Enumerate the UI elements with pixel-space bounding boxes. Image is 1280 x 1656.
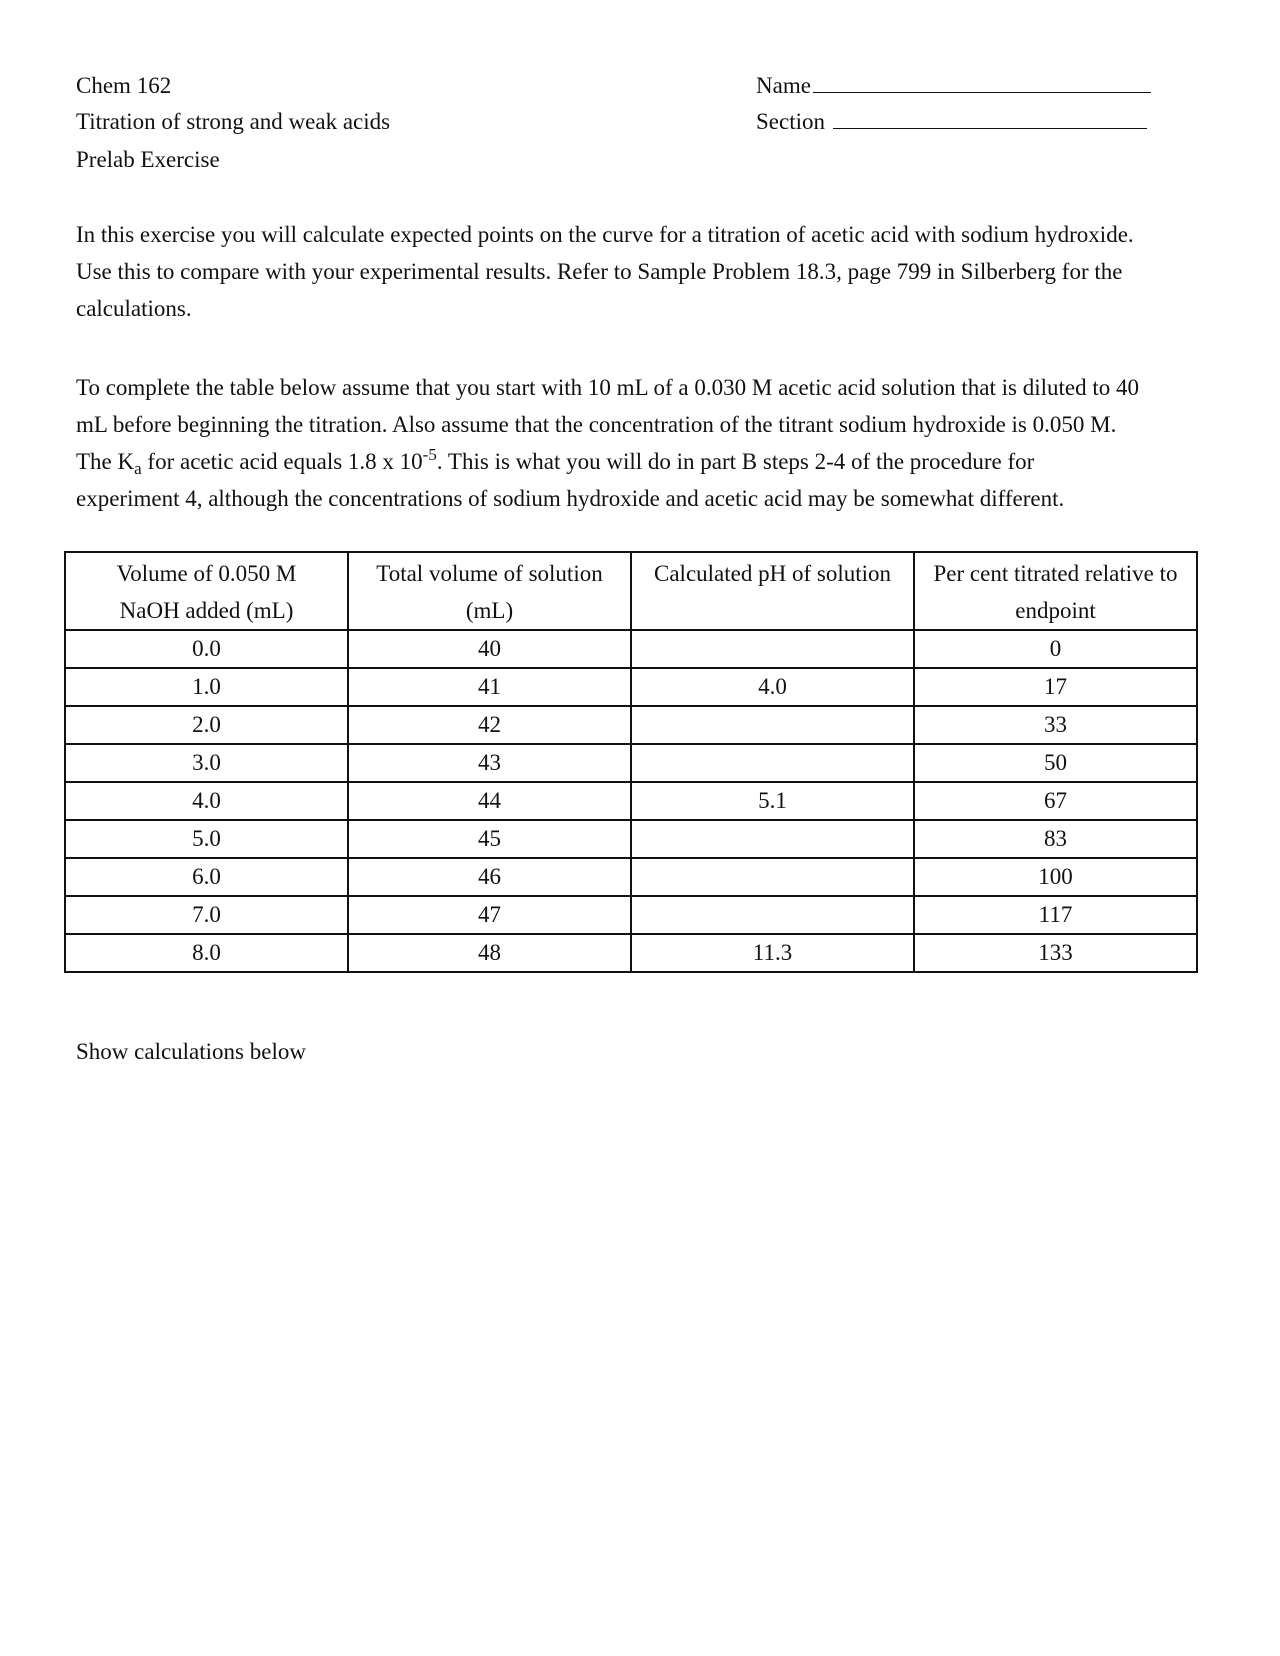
cell-total-volume: 47 bbox=[348, 896, 631, 934]
table-row bbox=[65, 896, 1197, 934]
document-subtitle: Prelab Exercise bbox=[76, 147, 220, 172]
cell-percent-titrated: 50 bbox=[914, 744, 1197, 782]
header-percent-titrated bbox=[914, 552, 1197, 630]
cell-total-volume: 41 bbox=[348, 668, 631, 706]
instructions-text: . This is what you will do in part B steps 2-4 of the procedure for bbox=[436, 449, 1035, 474]
cell-total-volume: 48 bbox=[348, 934, 631, 972]
intro-line: Use this to compare with your experimental results. Refer to Sample Problem 18.3, page 799 in Silberberg for the bbox=[76, 259, 1123, 284]
instructions-line: experiment 4, although the concentrations of sodium hydroxide and acetic acid may be somewhat different. bbox=[76, 486, 1065, 511]
header-line: (mL) bbox=[465, 598, 514, 623]
table-row bbox=[65, 858, 1197, 896]
header-line: Calculated pH of solution bbox=[654, 561, 891, 586]
cell-volume-naoh: 6.0 bbox=[65, 858, 348, 896]
name-underline[interactable] bbox=[813, 70, 1151, 93]
header-calculated-ph bbox=[631, 552, 914, 630]
cell-volume-naoh: 8.0 bbox=[65, 934, 348, 972]
cell-volume-naoh: 4.0 bbox=[65, 782, 348, 820]
instructions-line-ka bbox=[76, 443, 1216, 480]
name-field[interactable] bbox=[756, 68, 1151, 104]
cell-ph[interactable] bbox=[631, 706, 914, 744]
cell-total-volume: 46 bbox=[348, 858, 631, 896]
cell-percent-titrated: 17 bbox=[914, 668, 1197, 706]
cell-ph[interactable] bbox=[631, 896, 914, 934]
intro-paragraph bbox=[76, 216, 1216, 327]
cell-percent-titrated: 133 bbox=[914, 934, 1197, 972]
section-field[interactable] bbox=[756, 104, 1147, 140]
instructions-line: mL before beginning the titration. Also assume that the concentration of the titrant sodium hydroxide is 0.050 M. bbox=[76, 412, 1117, 437]
document-title: Titration of strong and weak acids bbox=[76, 109, 391, 134]
cell-ph[interactable]: 4.0 bbox=[631, 668, 914, 706]
header-volume-naoh bbox=[65, 552, 348, 630]
ka-value-text: for acetic acid equals 1.8 x 10 bbox=[141, 449, 423, 474]
cell-total-volume: 40 bbox=[348, 630, 631, 668]
cell-percent-titrated: 100 bbox=[914, 858, 1197, 896]
cell-total-volume: 44 bbox=[348, 782, 631, 820]
cell-ph[interactable]: 11.3 bbox=[631, 934, 914, 972]
header-line: NaOH added (mL) bbox=[119, 598, 294, 623]
instructions-line: To complete the table below assume that you start with 10 mL of a 0.030 M acetic acid solution that is diluted to 40 bbox=[76, 375, 1139, 400]
cell-percent-titrated: 83 bbox=[914, 820, 1197, 858]
section-label: Section bbox=[756, 109, 825, 134]
table-row bbox=[65, 782, 1197, 820]
instructions-paragraph bbox=[76, 369, 1216, 517]
cell-percent-titrated: 117 bbox=[914, 896, 1197, 934]
cell-ph[interactable]: 5.1 bbox=[631, 782, 914, 820]
cell-percent-titrated: 0 bbox=[914, 630, 1197, 668]
header-line: Per cent titrated relative to bbox=[933, 561, 1178, 586]
header-line: Total volume of solution bbox=[376, 561, 603, 586]
name-label: Name bbox=[756, 73, 811, 98]
header-line: Volume of 0.050 M bbox=[116, 561, 297, 586]
calculations-note: Show calculations below bbox=[76, 1039, 306, 1064]
cell-volume-naoh: 1.0 bbox=[65, 668, 348, 706]
cell-percent-titrated: 33 bbox=[914, 706, 1197, 744]
ka-text: The K bbox=[76, 449, 135, 474]
cell-total-volume: 43 bbox=[348, 744, 631, 782]
table-row bbox=[65, 820, 1197, 858]
cell-volume-naoh: 3.0 bbox=[65, 744, 348, 782]
table-row bbox=[65, 934, 1197, 972]
cell-volume-naoh: 2.0 bbox=[65, 706, 348, 744]
cell-ph[interactable] bbox=[631, 820, 914, 858]
header-line: endpoint bbox=[1015, 598, 1096, 623]
course-title: Chem 162 bbox=[76, 73, 172, 98]
table-row bbox=[65, 744, 1197, 782]
ka-exponent: -5 bbox=[422, 445, 437, 464]
table-row bbox=[65, 630, 1197, 668]
cell-percent-titrated: 67 bbox=[914, 782, 1197, 820]
cell-total-volume: 42 bbox=[348, 706, 631, 744]
cell-ph[interactable] bbox=[631, 858, 914, 896]
section-underline[interactable] bbox=[833, 106, 1147, 129]
titration-table bbox=[64, 551, 1198, 973]
cell-total-volume: 45 bbox=[348, 820, 631, 858]
cell-ph[interactable] bbox=[631, 744, 914, 782]
ka-subscript: a bbox=[134, 459, 142, 478]
intro-line: calculations. bbox=[76, 296, 192, 321]
cell-volume-naoh: 5.0 bbox=[65, 820, 348, 858]
table-row bbox=[65, 706, 1197, 744]
cell-volume-naoh: 7.0 bbox=[65, 896, 348, 934]
table-header-row bbox=[65, 552, 1197, 630]
table-row bbox=[65, 668, 1197, 706]
cell-volume-naoh: 0.0 bbox=[65, 630, 348, 668]
header-total-volume bbox=[348, 552, 631, 630]
cell-ph[interactable] bbox=[631, 630, 914, 668]
intro-line: In this exercise you will calculate expected points on the curve for a titration of acetic acid with sodium hydroxide. bbox=[76, 222, 1134, 247]
